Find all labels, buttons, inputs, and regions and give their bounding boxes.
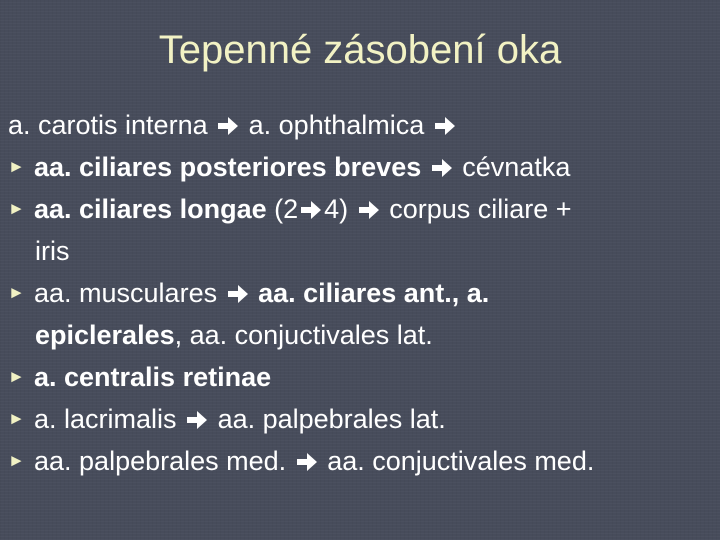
triangle-right-icon: ►: [8, 157, 25, 176]
right-arrow-icon: [300, 199, 322, 221]
list-item: ► aa. ciliares longae (2 4) corpus ciliare +: [8, 188, 708, 230]
right-arrow-icon: [358, 199, 380, 221]
triangle-right-icon: ►: [8, 367, 25, 386]
list-item: ► aa. ciliares posteriores breves cévnatka: [8, 146, 708, 188]
triangle-right-icon: ►: [8, 199, 25, 218]
text-line: a. carotis interna a. ophthalmica: [8, 104, 708, 146]
right-arrow-icon: [217, 115, 239, 137]
right-arrow-icon: [186, 409, 208, 431]
triangle-right-icon: ►: [8, 451, 25, 470]
text-line: epiclerales, aa. conjuctivales lat.: [35, 320, 433, 350]
triangle-right-icon: ►: [8, 283, 25, 302]
slide-content: [8, 104, 708, 482]
slide-title: Tepenné zásobení oka: [158, 28, 562, 72]
right-arrow-icon: [227, 283, 249, 305]
triangle-right-icon: ►: [8, 409, 25, 428]
list-item: ► a. lacrimalis aa. palpebrales lat.: [8, 398, 708, 440]
list-item: ► aa. palpebrales med. aa. conjuctivales med.: [8, 440, 708, 482]
list-item: ► a. centralis retinae: [8, 356, 708, 398]
list-item: ► aa. musculares aa. ciliares ant., a.: [8, 272, 708, 314]
right-arrow-icon: [431, 157, 453, 179]
right-arrow-icon: [296, 451, 318, 473]
right-arrow-icon: [434, 115, 456, 137]
text-line: iris: [35, 236, 70, 266]
